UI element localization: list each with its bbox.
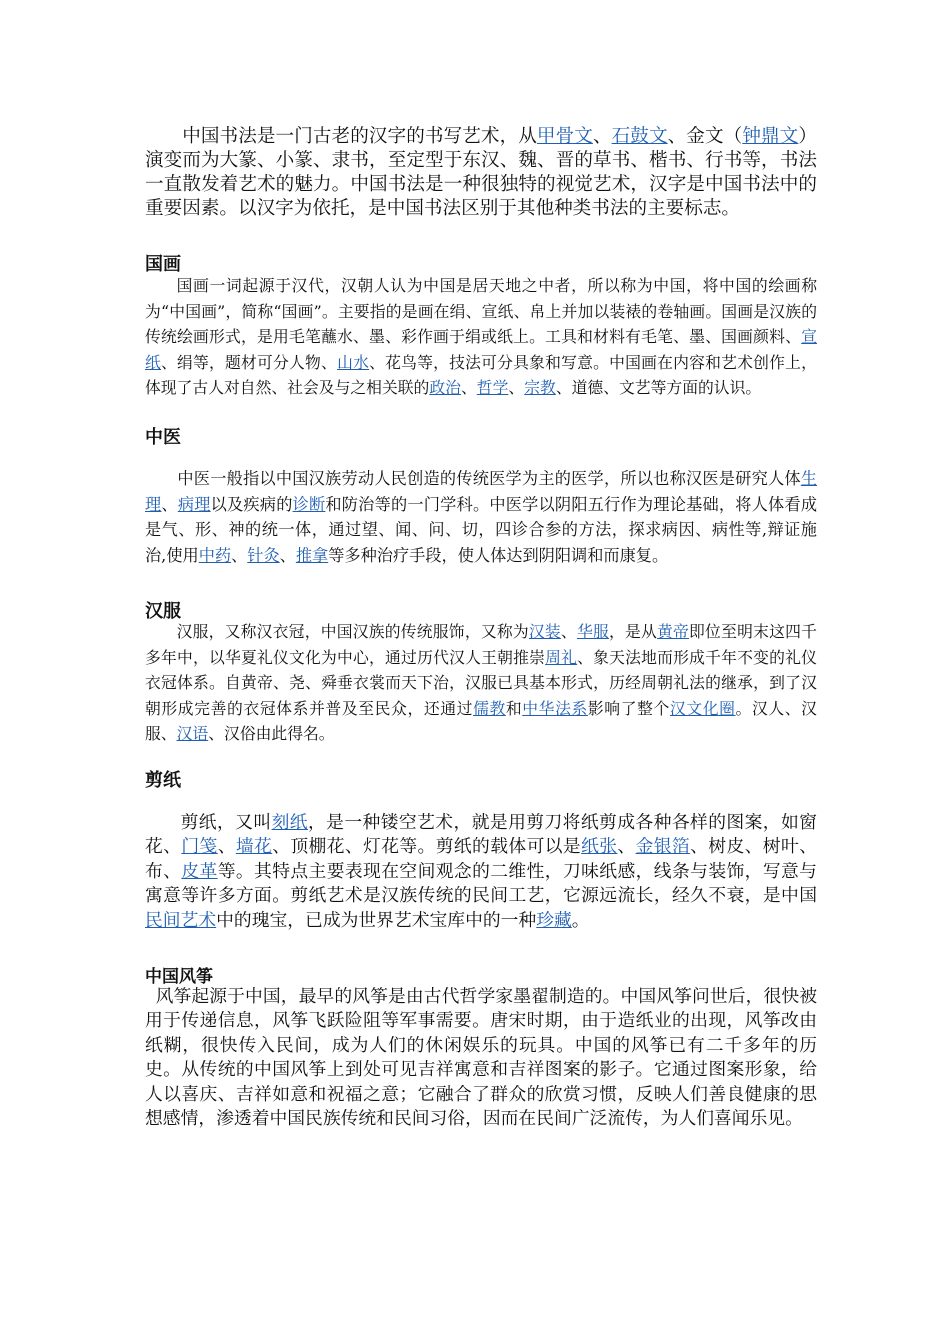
text: 、	[217, 836, 236, 858]
text: 等多种治疗手段，使人体达到阴阳调和而康复。	[328, 545, 669, 565]
text: 、金文（	[667, 126, 743, 147]
text: 、花鸟等，技法可分具象和写意。中国画在内容和艺术创作上，体现了古人对自然、社会及与之相关联的	[145, 352, 817, 398]
text: 等。其特点主要表现在空间观念的二维性，刀味纸感，线条与装饰，写意与寓意等许多方面。剪纸艺术是汉族传统的民间工艺，它源远流长，经久不衰，是中国	[145, 860, 817, 907]
text: 、	[460, 378, 477, 398]
papercut-section	[145, 766, 817, 792]
text: ，是一种镂空艺术，就是用剪刀将纸剪成各种各样的图案，如窗花、	[145, 812, 817, 858]
papercut-body	[145, 811, 817, 933]
text: 、	[161, 494, 178, 514]
text: 汉服，又称汉衣冠，中国汉族的传统服饰，又称为	[176, 622, 529, 641]
link-xuanzhi[interactable]: 宣纸	[145, 327, 817, 372]
calligraphy-section	[145, 125, 817, 221]
link-shanshui[interactable]: 山水	[337, 352, 370, 372]
link-minjian-yishu[interactable]: 民间艺术	[145, 909, 217, 931]
link-pige[interactable]: 皮革	[181, 860, 218, 882]
text: 、树皮、树叶、布、	[145, 836, 817, 882]
hanfu-heading: 汉服	[145, 601, 181, 622]
link-jiaguwen[interactable]: 甲骨文	[536, 126, 593, 147]
link-huafu[interactable]: 华服	[576, 622, 609, 641]
text: 以及疾病的	[210, 494, 293, 514]
link-zhenjiu[interactable]: 针灸	[247, 545, 280, 565]
link-shengli[interactable]: 生理	[145, 469, 817, 514]
papercut-heading: 剪纸	[145, 770, 181, 791]
medicine-section	[145, 423, 817, 449]
painting-body	[145, 273, 817, 401]
text: 和	[505, 698, 523, 718]
link-zhencang[interactable]: 珍藏	[536, 909, 572, 931]
link-jinyinbo[interactable]: 金银箔	[635, 836, 691, 858]
link-tuina[interactable]: 推拿	[295, 545, 329, 565]
hanfu-body	[145, 619, 817, 747]
link-menjian[interactable]: 门笺	[181, 836, 218, 858]
text: 、	[617, 836, 636, 858]
medicine-paragraph	[145, 466, 817, 568]
kite-section	[145, 962, 817, 987]
text: 、象天法地而形成千年不变的礼仪衣冠体系。自黄帝、尧、舜垂衣裳而天下治，汉服已具基本形式，历经周朝礼法的继承，到了汉朝形成完善的衣冠体系并普及至民众，还通过	[145, 647, 817, 718]
calligraphy-paragraph	[145, 125, 817, 221]
link-zhengzhi[interactable]: 政治	[429, 378, 461, 398]
link-zhonghua-faxi[interactable]: 中华法系	[522, 698, 588, 718]
link-zhizhang[interactable]: 纸张	[581, 836, 618, 858]
text: 、	[560, 622, 577, 641]
text: 。	[571, 909, 590, 931]
hanfu-paragraph	[145, 619, 817, 747]
text: 中国书法是一门古老的汉字的书写艺术，从	[182, 126, 537, 147]
text: 、汉俗由此得名。	[208, 724, 335, 744]
text: 、绢等，题材可分人物、	[161, 352, 338, 372]
text: 和防治等的一门学科。中医学以阴阳五行作为理论基础，将人体看成是气、形、神的统一体，通过望、闻、问、切，四诊合参的方法，探求病因、病性等,辩证施治,使用	[145, 494, 818, 565]
text: 、	[592, 126, 612, 147]
text: 中的瑰宝，已成为世界艺术宝库中的一种	[216, 909, 537, 931]
link-zhouli[interactable]: 周礼	[545, 647, 578, 667]
text: 、道德、文艺等方面的认识。	[555, 378, 762, 398]
text: 、	[279, 545, 296, 565]
text: 、	[508, 378, 525, 398]
link-qianghua[interactable]: 墙花	[235, 836, 273, 858]
text: 中医一般指以中国汉族劳动人民创造的传统医学为主的医学，所以也称汉医是研究人体	[177, 469, 801, 488]
link-bingli[interactable]: 病理	[177, 494, 211, 514]
painting-heading: 国画	[145, 254, 181, 275]
link-hanwenhuaquan[interactable]: 汉文化圈	[669, 698, 736, 718]
medicine-heading: 中医	[145, 427, 181, 448]
kite-body	[145, 985, 817, 1131]
link-kezhi[interactable]: 刻纸	[271, 812, 308, 833]
link-zongjiao[interactable]: 宗教	[524, 378, 556, 398]
kite-heading: 中国风筝	[145, 967, 213, 987]
link-zhexue[interactable]: 哲学	[476, 378, 509, 398]
text: 影响了整个	[587, 698, 670, 718]
text: ，是从	[608, 622, 658, 641]
text: ）演变而为大篆、小篆、隶书，至定型于东汉、魏、晋的草书、楷书、行书等，书法一直散发着艺术的魅力。中国书法是一种很独特的视觉艺术，汉字是中国书法中的重要因素。以汉字为依托，是中国书法区别于其他种类书法的主要标志。	[145, 126, 817, 219]
link-rujiao[interactable]: 儒教	[473, 698, 506, 718]
text: 国画一词起源于汉代，汉朝人认为中国是居天地之中者，所以称为中国，将中国的绘画称为“中国画”，简称“国画”。主要指的是画在绢、宣纸、帛上并加以装裱的卷轴画。国画是汉族的传统绘画形式，是用毛笔蘸水、墨、彩作画于绢或纸上。工具和材料有毛笔、墨、国画颜料、	[145, 276, 817, 347]
text: 即位至明末这四千多年中，以华夏礼仪文化为中心，通过历代汉人王朝推崇	[145, 622, 817, 667]
link-shiguwen[interactable]: 石鼓文	[611, 126, 668, 147]
link-huangdi[interactable]: 黄帝	[657, 622, 690, 641]
link-hanyu[interactable]: 汉语	[176, 724, 209, 744]
link-hanzhuang[interactable]: 汉装	[528, 622, 561, 641]
text: 。汉人、汉服、	[145, 698, 817, 744]
link-zhongdingwen[interactable]: 钟鼎文	[742, 126, 799, 147]
text: 、	[231, 545, 248, 565]
text: 剪纸，又叫	[180, 812, 272, 833]
link-zhongyao[interactable]: 中药	[198, 545, 232, 565]
kite-paragraph: 风筝起源于中国，最早的风筝是由古代哲学家墨翟制造的。中国风筝问世后，很快被用于传递信息，风筝飞跃险阻等军事需要。唐宋时期，由于造纸业的出现，风筝改由纸糊，很快传入民间，成为人们的休闲娱乐的玩具。中国的风筝已有二千多年的历史。从传统的中国风筝上到处可见吉祥寓意和吉祥图案的影子。它通过图案形象，给人以喜庆、吉祥如意和祝福之意；它融合了群众的欣赏习惯，反映人们善良健康的思想感情，渗透着中国民族传统和民间习俗，因而在民间广泛流传，为人们喜闻乐见。	[145, 986, 817, 1130]
painting-paragraph	[145, 273, 817, 401]
link-zhenduan[interactable]: 诊断	[292, 494, 326, 514]
medicine-body	[145, 466, 817, 568]
papercut-paragraph	[145, 811, 817, 933]
text: 、顶棚花、灯花等。剪纸的载体可以是	[272, 836, 582, 858]
